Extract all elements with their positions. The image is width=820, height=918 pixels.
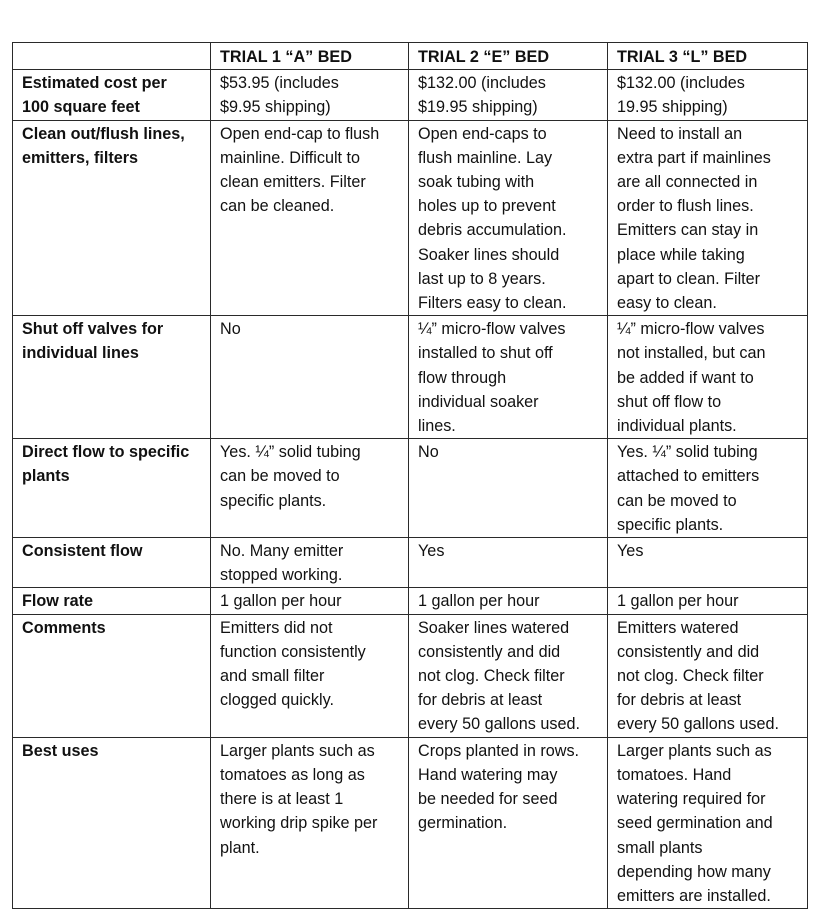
table-cell: 1 gallon per hour bbox=[211, 588, 409, 614]
table-row bbox=[13, 737, 808, 908]
table-cell: Larger plants such as tomatoes. Hand watering required for seed germination and small plants depending how many emitters are installed. bbox=[608, 737, 808, 908]
table-body bbox=[13, 70, 808, 909]
table-header bbox=[13, 43, 808, 70]
row-label-comments: Comments bbox=[13, 614, 211, 737]
table-row bbox=[13, 614, 808, 737]
table-cell: Open end-cap to flush mainline. Difficult to clean emitters. Filter can be cleaned. bbox=[211, 120, 409, 316]
table-cell: Yes bbox=[409, 538, 608, 588]
table-cell: Need to install an extra part if mainlines are all connected in order to flush lines. Emitters can stay in place while taking apart to clean. Filter easy to clean. bbox=[608, 120, 808, 316]
table-cell: $53.95 (includes $9.95 shipping) bbox=[211, 70, 409, 120]
table-cell: Yes. ¼” solid tubing attached to emitters can be moved to specific plants. bbox=[608, 439, 808, 538]
table-cell: Yes. ¼” solid tubing can be moved to specific plants. bbox=[211, 439, 409, 538]
row-label-shut-off-valves: Shut off valves for individual lines bbox=[13, 316, 211, 439]
table-cell: Soaker lines watered consistently and did not clog. Check filter for debris at least every 50 gallons used. bbox=[409, 614, 608, 737]
header-trial-3: TRIAL 3 “L” BED bbox=[608, 43, 808, 70]
table-cell: Yes bbox=[608, 538, 808, 588]
header-trial-1: TRIAL 1 “A” BED bbox=[211, 43, 409, 70]
table-cell: No. Many emitter stopped working. bbox=[211, 538, 409, 588]
table-cell: 1 gallon per hour bbox=[608, 588, 808, 614]
table-cell: 1 gallon per hour bbox=[409, 588, 608, 614]
row-label-best-uses: Best uses bbox=[13, 737, 211, 908]
row-label-clean-out: Clean out/flush lines, emitters, filters bbox=[13, 120, 211, 316]
table-row bbox=[13, 588, 808, 614]
table-row bbox=[13, 538, 808, 588]
table-cell: $132.00 (includes $19.95 shipping) bbox=[409, 70, 608, 120]
table-cell: Larger plants such as tomatoes as long as there is at least 1 working drip spike per plant. bbox=[211, 737, 409, 908]
row-label-cost: Estimated cost per 100 square feet bbox=[13, 70, 211, 120]
table-cell: No bbox=[409, 439, 608, 538]
table-cell: ¼” micro-flow valves not installed, but can be added if want to shut off flow to individual plants. bbox=[608, 316, 808, 439]
table-cell: ¼” micro-flow valves installed to shut off flow through individual soaker lines. bbox=[409, 316, 608, 439]
table-cell: Crops planted in rows. Hand watering may be needed for seed germination. bbox=[409, 737, 608, 908]
table-cell: $132.00 (includes 19.95 shipping) bbox=[608, 70, 808, 120]
header-row bbox=[13, 43, 808, 70]
table-row bbox=[13, 70, 808, 120]
table-row bbox=[13, 439, 808, 538]
comparison-table bbox=[12, 42, 808, 909]
table-row bbox=[13, 316, 808, 439]
row-label-flow-rate: Flow rate bbox=[13, 588, 211, 614]
table-cell: Open end-caps to flush mainline. Lay soak tubing with holes up to prevent debris accumulation. Soaker lines should last up to 8 years. Filters easy to clean. bbox=[409, 120, 608, 316]
table-cell: Emitters did not function consistently and small filter clogged quickly. bbox=[211, 614, 409, 737]
table-cell: No bbox=[211, 316, 409, 439]
row-label-direct-flow: Direct flow to specific plants bbox=[13, 439, 211, 538]
table-cell: Emitters watered consistently and did not clog. Check filter for debris at least every 50 gallons used. bbox=[608, 614, 808, 737]
row-label-consistent-flow: Consistent flow bbox=[13, 538, 211, 588]
header-corner-cell bbox=[13, 43, 211, 70]
header-trial-2: TRIAL 2 “E” BED bbox=[409, 43, 608, 70]
table-row bbox=[13, 120, 808, 316]
